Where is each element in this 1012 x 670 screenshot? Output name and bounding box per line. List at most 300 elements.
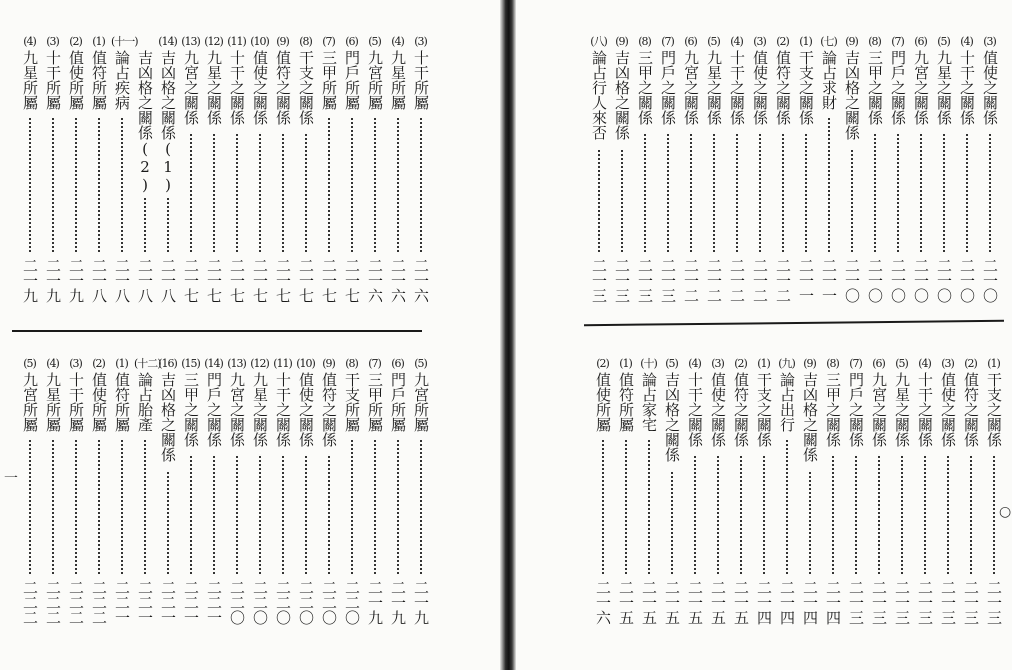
toc-leader-dots: [924, 456, 926, 574]
toc-entry: [772, 36, 793, 306]
toc-page-number: 二一五: [640, 580, 658, 625]
toc-page-number: 二二〇: [343, 580, 361, 625]
toc-entry-title: 十干之關係: [958, 50, 976, 125]
toc-leader-dots: [805, 134, 807, 252]
toc-entry: [157, 36, 178, 306]
toc-leader-dots: [52, 440, 54, 574]
toc-leader-dots: [374, 440, 376, 574]
toc-entry-number: (14): [158, 35, 177, 48]
toc-leader-dots: [351, 440, 353, 574]
toc-entry: [341, 358, 362, 628]
toc-entry: [841, 36, 862, 306]
toc-entry: [864, 36, 885, 306]
toc-entry-number: (2): [734, 357, 747, 370]
toc-leader-dots: [397, 118, 399, 252]
toc-leader-dots: [236, 134, 238, 252]
toc-page-number: 二一三: [847, 580, 865, 625]
toc-entry-title: 干支之關係: [755, 372, 773, 447]
toc-leader-dots: [717, 456, 719, 574]
toc-entry: [776, 358, 797, 628]
toc-entry-number: (3): [753, 35, 766, 48]
toc-page-number: 二二二: [44, 580, 62, 625]
toc-entry: [588, 36, 609, 306]
toc-page-number: 二一五: [709, 580, 727, 625]
left-page: [0, 0, 500, 670]
right-top-block: [588, 36, 1000, 306]
toc-page-number: 二二〇: [297, 580, 315, 625]
toc-leader-dots: [98, 440, 100, 574]
toc-entry-title: 九星之關係: [705, 50, 723, 125]
toc-page-number: 二二二: [90, 580, 108, 625]
toc-entry: [933, 36, 954, 306]
toc-entry-number: (7): [368, 357, 381, 370]
toc-entry-title: 九宮之關係: [182, 50, 200, 125]
toc-leader-dots: [970, 456, 972, 574]
toc-page-number: 二一八: [159, 258, 177, 303]
toc-page-number: 二一〇: [843, 258, 861, 303]
toc-leader-dots: [282, 134, 284, 252]
toc-page-number: 二一七: [320, 258, 338, 303]
toc-leader-dots: [328, 118, 330, 252]
toc-entry-number: (十一): [111, 35, 138, 48]
toc-page-number: 二一一: [820, 258, 838, 303]
toc-page-number: 二一七: [228, 258, 246, 303]
toc-page-number: 二一九: [67, 258, 85, 303]
toc-entry-number: (5): [895, 357, 908, 370]
toc-entry-number: (3): [414, 35, 427, 48]
toc-entry-title: 十干之關係: [274, 372, 292, 447]
toc-leader-dots: [98, 118, 100, 252]
toc-entry-title: 十干所屬: [67, 372, 85, 432]
toc-entry-title: 門戶所屬: [389, 372, 407, 432]
toc-entry-number: (7): [891, 35, 904, 48]
toc-entry-number: (3): [983, 35, 996, 48]
toc-page-number: 二一〇: [866, 258, 884, 303]
toc-page-number: 二一三: [985, 580, 1003, 625]
toc-entry: [611, 36, 632, 306]
toc-page-number: 二一三: [939, 580, 957, 625]
toc-page-number: 二一四: [824, 580, 842, 625]
toc-page-number: 二一三: [870, 580, 888, 625]
toc-entry-number: (1): [757, 357, 770, 370]
toc-entry-title: 九宮所屬: [412, 372, 430, 432]
toc-page-number: 二一六: [389, 258, 407, 303]
toc-page-number: 二一七: [205, 258, 223, 303]
toc-entry-number: (11): [273, 357, 292, 370]
toc-entry: [887, 36, 908, 306]
toc-entry-title: 十干之關係: [728, 50, 746, 125]
toc-page-number: 二一六: [594, 580, 612, 625]
toc-leader-dots: [167, 472, 169, 574]
toc-page-number: 二一七: [297, 258, 315, 303]
toc-entry-title: 吉凶格之關係: [663, 372, 681, 462]
toc-entry: [657, 36, 678, 306]
toc-entry-number: (4): [918, 357, 931, 370]
toc-entry-number: (5): [937, 35, 950, 48]
toc-page-number: 二一六: [412, 258, 430, 303]
toc-entry-number: (5): [707, 35, 720, 48]
toc-entry: [410, 358, 431, 628]
book-gutter: [500, 0, 516, 670]
toc-entry-title: 值符所屬: [113, 372, 131, 432]
toc-page-number: 二二〇: [228, 580, 246, 625]
toc-entry: [818, 36, 839, 306]
toc-entry-number: (3): [46, 35, 59, 48]
toc-entry-number: (10): [296, 357, 315, 370]
toc-entry: [726, 36, 747, 306]
toc-entry-number: (七): [820, 35, 837, 48]
toc-leader-dots: [259, 134, 261, 252]
toc-entry: [65, 358, 86, 628]
toc-entry: [318, 358, 339, 628]
toc-entry-title: 吉凶格之關係: [801, 372, 819, 462]
toc-page-number: 二一九: [389, 580, 407, 625]
toc-entry-number: (1): [115, 357, 128, 370]
toc-leader-dots: [648, 440, 650, 574]
toc-entry: [318, 36, 339, 306]
toc-page-number: 二一二: [774, 258, 792, 303]
toc-page-number: 二一九: [366, 580, 384, 625]
right-divider-rule: [584, 320, 1004, 326]
toc-leader-dots: [943, 134, 945, 252]
toc-entry-number: (16): [158, 357, 177, 370]
toc-entry: [387, 36, 408, 306]
toc-entry-title: 門戶之關係: [847, 372, 865, 447]
toc-leader-dots: [740, 456, 742, 574]
toc-entry-number: (10): [250, 35, 269, 48]
toc-entry-number: (4): [391, 35, 404, 48]
toc-entry-number: (9): [615, 35, 628, 48]
toc-entry: [134, 357, 161, 628]
toc-entry-title: 九宮之關係: [682, 50, 700, 125]
toc-entry-title: 值使所屬: [594, 372, 612, 432]
toc-entry: [937, 358, 958, 628]
toc-entry: [295, 358, 316, 628]
toc-page-number: 二一四: [755, 580, 773, 625]
toc-entry-number: (6): [872, 357, 885, 370]
toc-leader-dots: [144, 440, 146, 574]
right-page: [516, 0, 1012, 670]
toc-entry-number: (6): [684, 35, 697, 48]
toc-entry-title: 十干所屬: [44, 50, 62, 110]
toc-entry-title: 吉凶格之關係: [843, 50, 861, 140]
toc-entry-number: (14): [204, 357, 223, 370]
toc-page-number: 二一三: [613, 258, 631, 303]
toc-entry-number: (4): [46, 357, 59, 370]
toc-page-number: 二一七: [251, 258, 269, 303]
toc-page-number: 二一三: [636, 258, 654, 303]
toc-leader-dots: [602, 440, 604, 574]
toc-page-number: 二一二: [682, 258, 700, 303]
toc-entry-number: (15): [181, 357, 200, 370]
toc-entry-title: 九星之關係: [205, 50, 223, 125]
toc-entry-title: 九宮之關係: [228, 372, 246, 447]
toc-entry-number: (5): [368, 35, 381, 48]
toc-entry-title: 干支所屬: [343, 372, 361, 432]
toc-entry: [226, 36, 247, 306]
toc-entry-title: 三甲之關係: [182, 372, 200, 447]
toc-leader-dots: [897, 134, 899, 252]
left-divider-rule: [12, 330, 422, 332]
toc-entry-number: (8): [638, 35, 651, 48]
toc-page-number: 二一三: [962, 580, 980, 625]
toc-entry-number: (3): [711, 357, 724, 370]
toc-leader-dots: [828, 118, 830, 252]
toc-entry: [956, 36, 977, 306]
toc-leader-dots: [75, 118, 77, 252]
toc-entry: [680, 36, 701, 306]
toc-entry-title: 值符所屬: [90, 50, 108, 110]
toc-leader-dots: [759, 134, 761, 252]
toc-entry: [364, 36, 385, 306]
toc-page-number: 二一七: [274, 258, 292, 303]
toc-entry: [910, 36, 931, 306]
toc-entry-title: 十干所屬: [412, 50, 430, 110]
toc-entry-number: (4): [688, 357, 701, 370]
toc-entry-number: (11): [227, 35, 246, 48]
toc-entry-title: 值符之關係: [274, 50, 292, 125]
toc-leader-dots: [397, 440, 399, 574]
toc-entry-title: 九星之關係: [893, 372, 911, 447]
toc-page-number: 二一九: [412, 580, 430, 625]
toc-entry-number: (1): [799, 35, 812, 48]
toc-leader-dots: [121, 118, 123, 252]
toc-leader-dots: [236, 456, 238, 574]
toc-page-number: 二二〇: [251, 580, 269, 625]
toc-leader-dots: [52, 118, 54, 252]
toc-page-number: 二一九: [21, 258, 39, 303]
toc-entry: [684, 358, 705, 628]
toc-entry-number: (八): [590, 35, 607, 48]
toc-page-number: 二一〇: [981, 258, 999, 303]
toc-page-number: 二一五: [663, 580, 681, 625]
toc-entry-number: (12): [250, 357, 269, 370]
toc-entry-title: 干支之關係: [797, 50, 815, 125]
toc-leader-dots: [167, 198, 169, 252]
toc-leader-dots: [190, 134, 192, 252]
toc-entry-title: 九星所屬: [21, 50, 39, 110]
toc-leader-dots: [621, 150, 623, 252]
toc-entry: [753, 358, 774, 628]
toc-entry: [868, 358, 889, 628]
toc-entry: [822, 358, 843, 628]
toc-entry: [979, 36, 1000, 306]
toc-page-number: 二二二: [21, 580, 39, 625]
toc-entry-number: (9): [803, 357, 816, 370]
toc-leader-dots: [305, 456, 307, 574]
toc-entry: [88, 36, 109, 306]
right-edge-mark: ○: [999, 504, 1012, 520]
toc-page-number: 二一二: [705, 258, 723, 303]
toc-entry-number: (8): [826, 357, 839, 370]
toc-leader-dots: [763, 456, 765, 574]
toc-entry-number: (4): [730, 35, 743, 48]
toc-leader-dots: [644, 134, 646, 252]
toc-entry-number: (4): [960, 35, 973, 48]
toc-leader-dots: [305, 134, 307, 252]
toc-entry-title: 九星所屬: [389, 50, 407, 110]
toc-entry: [387, 358, 408, 628]
toc-entry: [960, 358, 981, 628]
toc-entry: [134, 36, 155, 306]
toc-entry-number: (6): [914, 35, 927, 48]
toc-entry-title: 值使之關係: [709, 372, 727, 447]
toc-page-number: 二一四: [778, 580, 796, 625]
toc-entry-number: (九): [778, 357, 795, 370]
toc-entry: [42, 36, 63, 306]
toc-entry-number: (1): [92, 35, 105, 48]
toc-entry-title: 三甲之關係: [866, 50, 884, 125]
toc-leader-dots: [786, 440, 788, 574]
toc-entry-title: 九宮之關係: [870, 372, 888, 447]
toc-page-number: 二一三: [659, 258, 677, 303]
toc-page-number: 二一二: [728, 258, 746, 303]
toc-leader-dots: [713, 134, 715, 252]
toc-page-number: 二一七: [182, 258, 200, 303]
toc-entry-number: (7): [322, 35, 335, 48]
toc-entry-number: (13): [227, 357, 246, 370]
toc-entry-title: 九宮之關係: [912, 50, 930, 125]
toc-entry-number: (6): [391, 357, 404, 370]
toc-entry-title: 門戶之關係: [205, 372, 223, 447]
toc-entry-title: 論占出行: [778, 372, 796, 432]
toc-page-number: 二一五: [732, 580, 750, 625]
toc-page-number: 二二一: [182, 580, 200, 625]
toc-entry: [730, 358, 751, 628]
toc-page-number: 二一〇: [935, 258, 953, 303]
toc-leader-dots: [901, 456, 903, 574]
toc-leader-dots: [420, 440, 422, 574]
left-top-block: [19, 36, 431, 306]
toc-entry-title: 門戶之關係: [889, 50, 907, 125]
toc-leader-dots: [667, 134, 669, 252]
toc-entry-title: 吉凶格之關係: [159, 372, 177, 462]
toc-leader-dots: [190, 456, 192, 574]
toc-page-number: 二一五: [617, 580, 635, 625]
toc-page-number: 二一八: [90, 258, 108, 303]
left-bottom-block: [19, 358, 431, 628]
toc-leader-dots: [625, 440, 627, 574]
toc-entry: [19, 358, 40, 628]
toc-leader-dots: [213, 456, 215, 574]
toc-entry: [634, 36, 655, 306]
toc-entry: [249, 358, 270, 628]
toc-page-number: 二一七: [343, 258, 361, 303]
toc-leader-dots: [144, 198, 146, 252]
toc-entry-title: 干支之關係: [985, 372, 1003, 447]
toc-page-number: 二一八: [136, 258, 154, 303]
toc-entry-title: 十干之關係: [916, 372, 934, 447]
toc-entry-title: 九星所屬: [44, 372, 62, 432]
toc-leader-dots: [878, 456, 880, 574]
toc-entry-title: 九星之關係: [251, 372, 269, 447]
toc-entry: [410, 36, 431, 306]
toc-leader-dots: [690, 134, 692, 252]
toc-entry-number: (9): [322, 357, 335, 370]
toc-entry-number: (8): [868, 35, 881, 48]
toc-entry-number: (十): [640, 357, 657, 370]
toc-entry-title: 論占胎產: [136, 372, 154, 432]
toc-leader-dots: [832, 456, 834, 574]
toc-page-number: 二一〇: [958, 258, 976, 303]
toc-entry-title: 三甲所屬: [366, 372, 384, 432]
left-edge-mark: 一: [4, 471, 18, 487]
toc-page-number: 二一八: [113, 258, 131, 303]
toc-entry-number: (十二): [134, 357, 161, 370]
toc-entry: [661, 358, 682, 628]
toc-page-number: 二二一: [136, 580, 154, 625]
toc-entry-title: 值使之關係: [251, 50, 269, 125]
toc-entry: [749, 36, 770, 306]
toc-entry-title: 吉凶格之關係(2): [136, 50, 154, 194]
toc-entry-title: 九宮所屬: [366, 50, 384, 110]
toc-entry-number: (7): [849, 357, 862, 370]
toc-entry-title: 值符之關係: [962, 372, 980, 447]
toc-entry: [111, 358, 132, 628]
toc-page-number: 二二一: [205, 580, 223, 625]
toc-entry-number: (1): [987, 357, 1000, 370]
toc-leader-dots: [874, 134, 876, 252]
toc-leader-dots: [809, 472, 811, 574]
toc-leader-dots: [598, 150, 600, 252]
toc-entry: [111, 35, 138, 306]
toc-entry-number: (9): [845, 35, 858, 48]
toc-entry-number: (5): [414, 357, 427, 370]
toc-page-number: 二一三: [590, 258, 608, 303]
toc-entry-number: (5): [665, 357, 678, 370]
toc-entry: [203, 358, 224, 628]
toc-entry-title: 值使之關係: [939, 372, 957, 447]
toc-entry: [845, 358, 866, 628]
toc-entry: [799, 358, 820, 628]
toc-entry-number: (12): [204, 35, 223, 48]
toc-entry: [19, 36, 40, 306]
toc-entry: [295, 36, 316, 306]
toc-page-number: 二一三: [893, 580, 911, 625]
toc-entry: [707, 358, 728, 628]
right-bottom-block: [592, 358, 1004, 628]
toc-entry: [272, 358, 293, 628]
toc-entry-title: 值符所屬: [617, 372, 635, 432]
toc-page-number: 二一〇: [889, 258, 907, 303]
toc-entry-title: 九宮所屬: [21, 372, 39, 432]
toc-leader-dots: [694, 456, 696, 574]
toc-page-number: 二二〇: [274, 580, 292, 625]
toc-entry-title: 論占疾病: [113, 50, 131, 110]
toc-entry-title: 值使所屬: [67, 50, 85, 110]
toc-entry-title: 論占求財: [820, 50, 838, 110]
toc-entry-title: 值使之關係: [297, 372, 315, 447]
toc-entry-title: 論占行人來否: [590, 50, 608, 140]
toc-leader-dots: [736, 134, 738, 252]
toc-entry: [249, 36, 270, 306]
toc-leader-dots: [855, 456, 857, 574]
toc-leader-dots: [782, 134, 784, 252]
toc-leader-dots: [282, 456, 284, 574]
toc-entry-number: (2): [964, 357, 977, 370]
toc-leader-dots: [75, 440, 77, 574]
toc-entry-number: (8): [299, 35, 312, 48]
toc-entry-title: 干支之關係: [297, 50, 315, 125]
toc-entry: [226, 358, 247, 628]
toc-entry: [891, 358, 912, 628]
toc-entry: [592, 358, 613, 628]
toc-entry-title: 值使所屬: [90, 372, 108, 432]
toc-leader-dots: [374, 118, 376, 252]
toc-entry: [638, 358, 659, 628]
toc-page-number: 二一三: [916, 580, 934, 625]
toc-entry-number: (3): [941, 357, 954, 370]
